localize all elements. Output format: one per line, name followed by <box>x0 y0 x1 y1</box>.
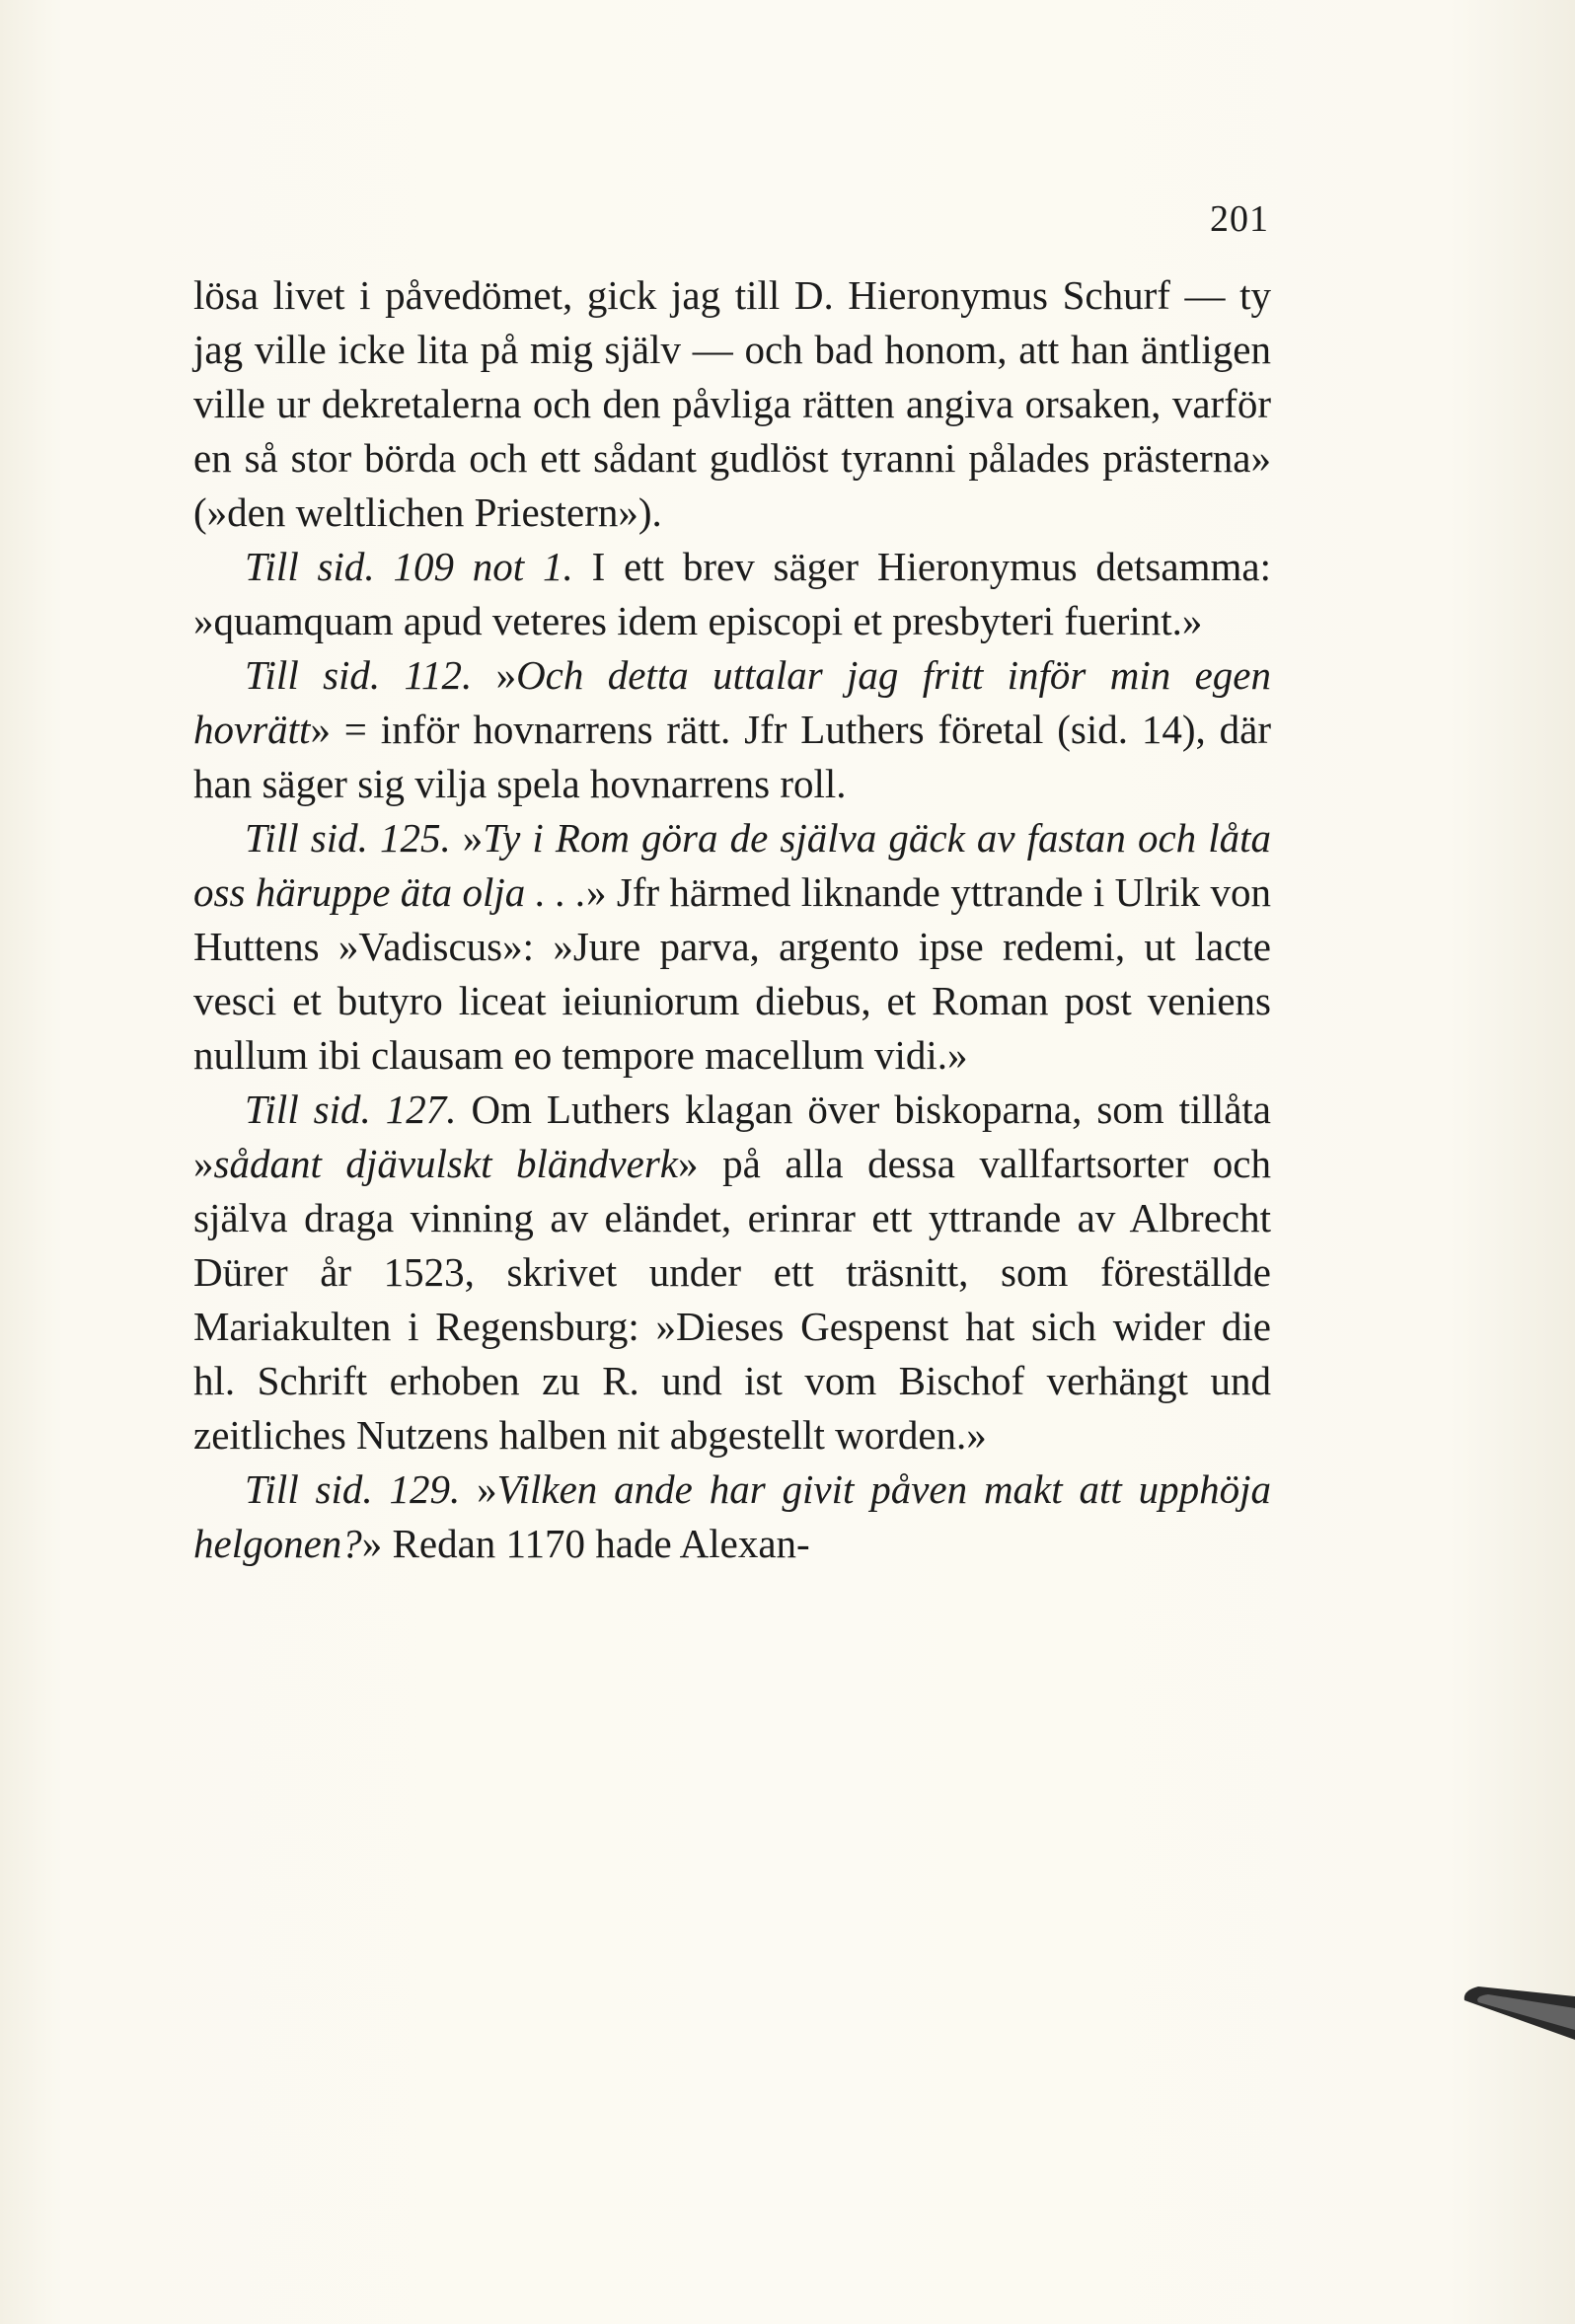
note-text: » <box>460 1466 497 1512</box>
note-reference: Till sid. 127. <box>245 1087 457 1132</box>
page-number: 201 <box>1210 198 1269 240</box>
pen-tip-image <box>1459 1979 1575 2048</box>
note-quote: Ty i Rom göra de själva gäck av fastan och låta oss häruppe äta olja . . . <box>193 815 1272 915</box>
note-quote: sådant djävulskt bländverk <box>213 1141 678 1186</box>
note-127 <box>193 1083 1271 1462</box>
note-text: I ett brev säger Hieronymus detsamma: »quamquam apud veteres idem episcopi et presbyteri fuerint.» <box>193 544 1271 643</box>
note-text: » <box>472 652 517 698</box>
note-reference: Till sid. 112. <box>245 652 473 698</box>
note-quote: Och detta uttalar jag fritt inför min egen hovrätt <box>193 652 1271 752</box>
text-block <box>193 268 1271 1571</box>
note-112 <box>193 648 1271 811</box>
note-text: » Redan 1170 hade Alexan- <box>361 1521 810 1566</box>
paragraph-1 <box>193 268 1271 540</box>
note-text: Om Luthers klagan över biskoparna, som tillåta » <box>193 1087 1271 1186</box>
note-109 <box>193 540 1271 648</box>
note-reference: Till sid. 109 not 1. <box>245 544 573 589</box>
note-text: » på alla dessa vallfartsorter och själva draga vinning av eländet, erinrar ett yttrande av Albrecht Dürer år 1523, skrivet under ett träsnitt, som föreställde Mariakulten i Regensburg: »Dieses Gespenst hat sich wider die hl. Schrift erhoben zu R. und ist vom Bischof verhängt und zeitliches Nutzens halben nit abgestellt worden.» <box>193 1141 1272 1458</box>
note-text: » = inför hovnarrens rätt. Jfr Luthers företal (sid. 14), där han säger sig vilja spela hovnarrens roll. <box>193 707 1271 806</box>
note-125 <box>193 811 1271 1083</box>
note-text: » Jfr härmed liknande yttrande i Ulrik von Huttens »Vadiscus»: »Jure parva, argento ipse redemi, ut lacte vesci et butyro liceat ieiuniorum diebus, et Roman post veniens nullum ibi clausam eo tempore macellum vidi.» <box>193 869 1271 1078</box>
note-quote: Vilken ande har givit påven makt att upphöja helgonen? <box>193 1466 1272 1566</box>
note-reference: Till sid. 129. <box>245 1466 461 1512</box>
paragraph-text: lösa livet i påvedömet, gick jag till D. Hieronymus Schurf — ty jag ville icke lita på mig själv — och bad honom, att han äntligen ville ur dekretalerna och den påvliga rätten angiva orsaken, varför en så stor börda och ett sådant gudlöst tyranni pålades prästerna» (»den weltlichen Priestern»). <box>193 272 1271 535</box>
note-129 <box>193 1462 1271 1571</box>
note-text: » <box>450 815 484 861</box>
note-reference: Till sid. 125. <box>245 815 451 861</box>
